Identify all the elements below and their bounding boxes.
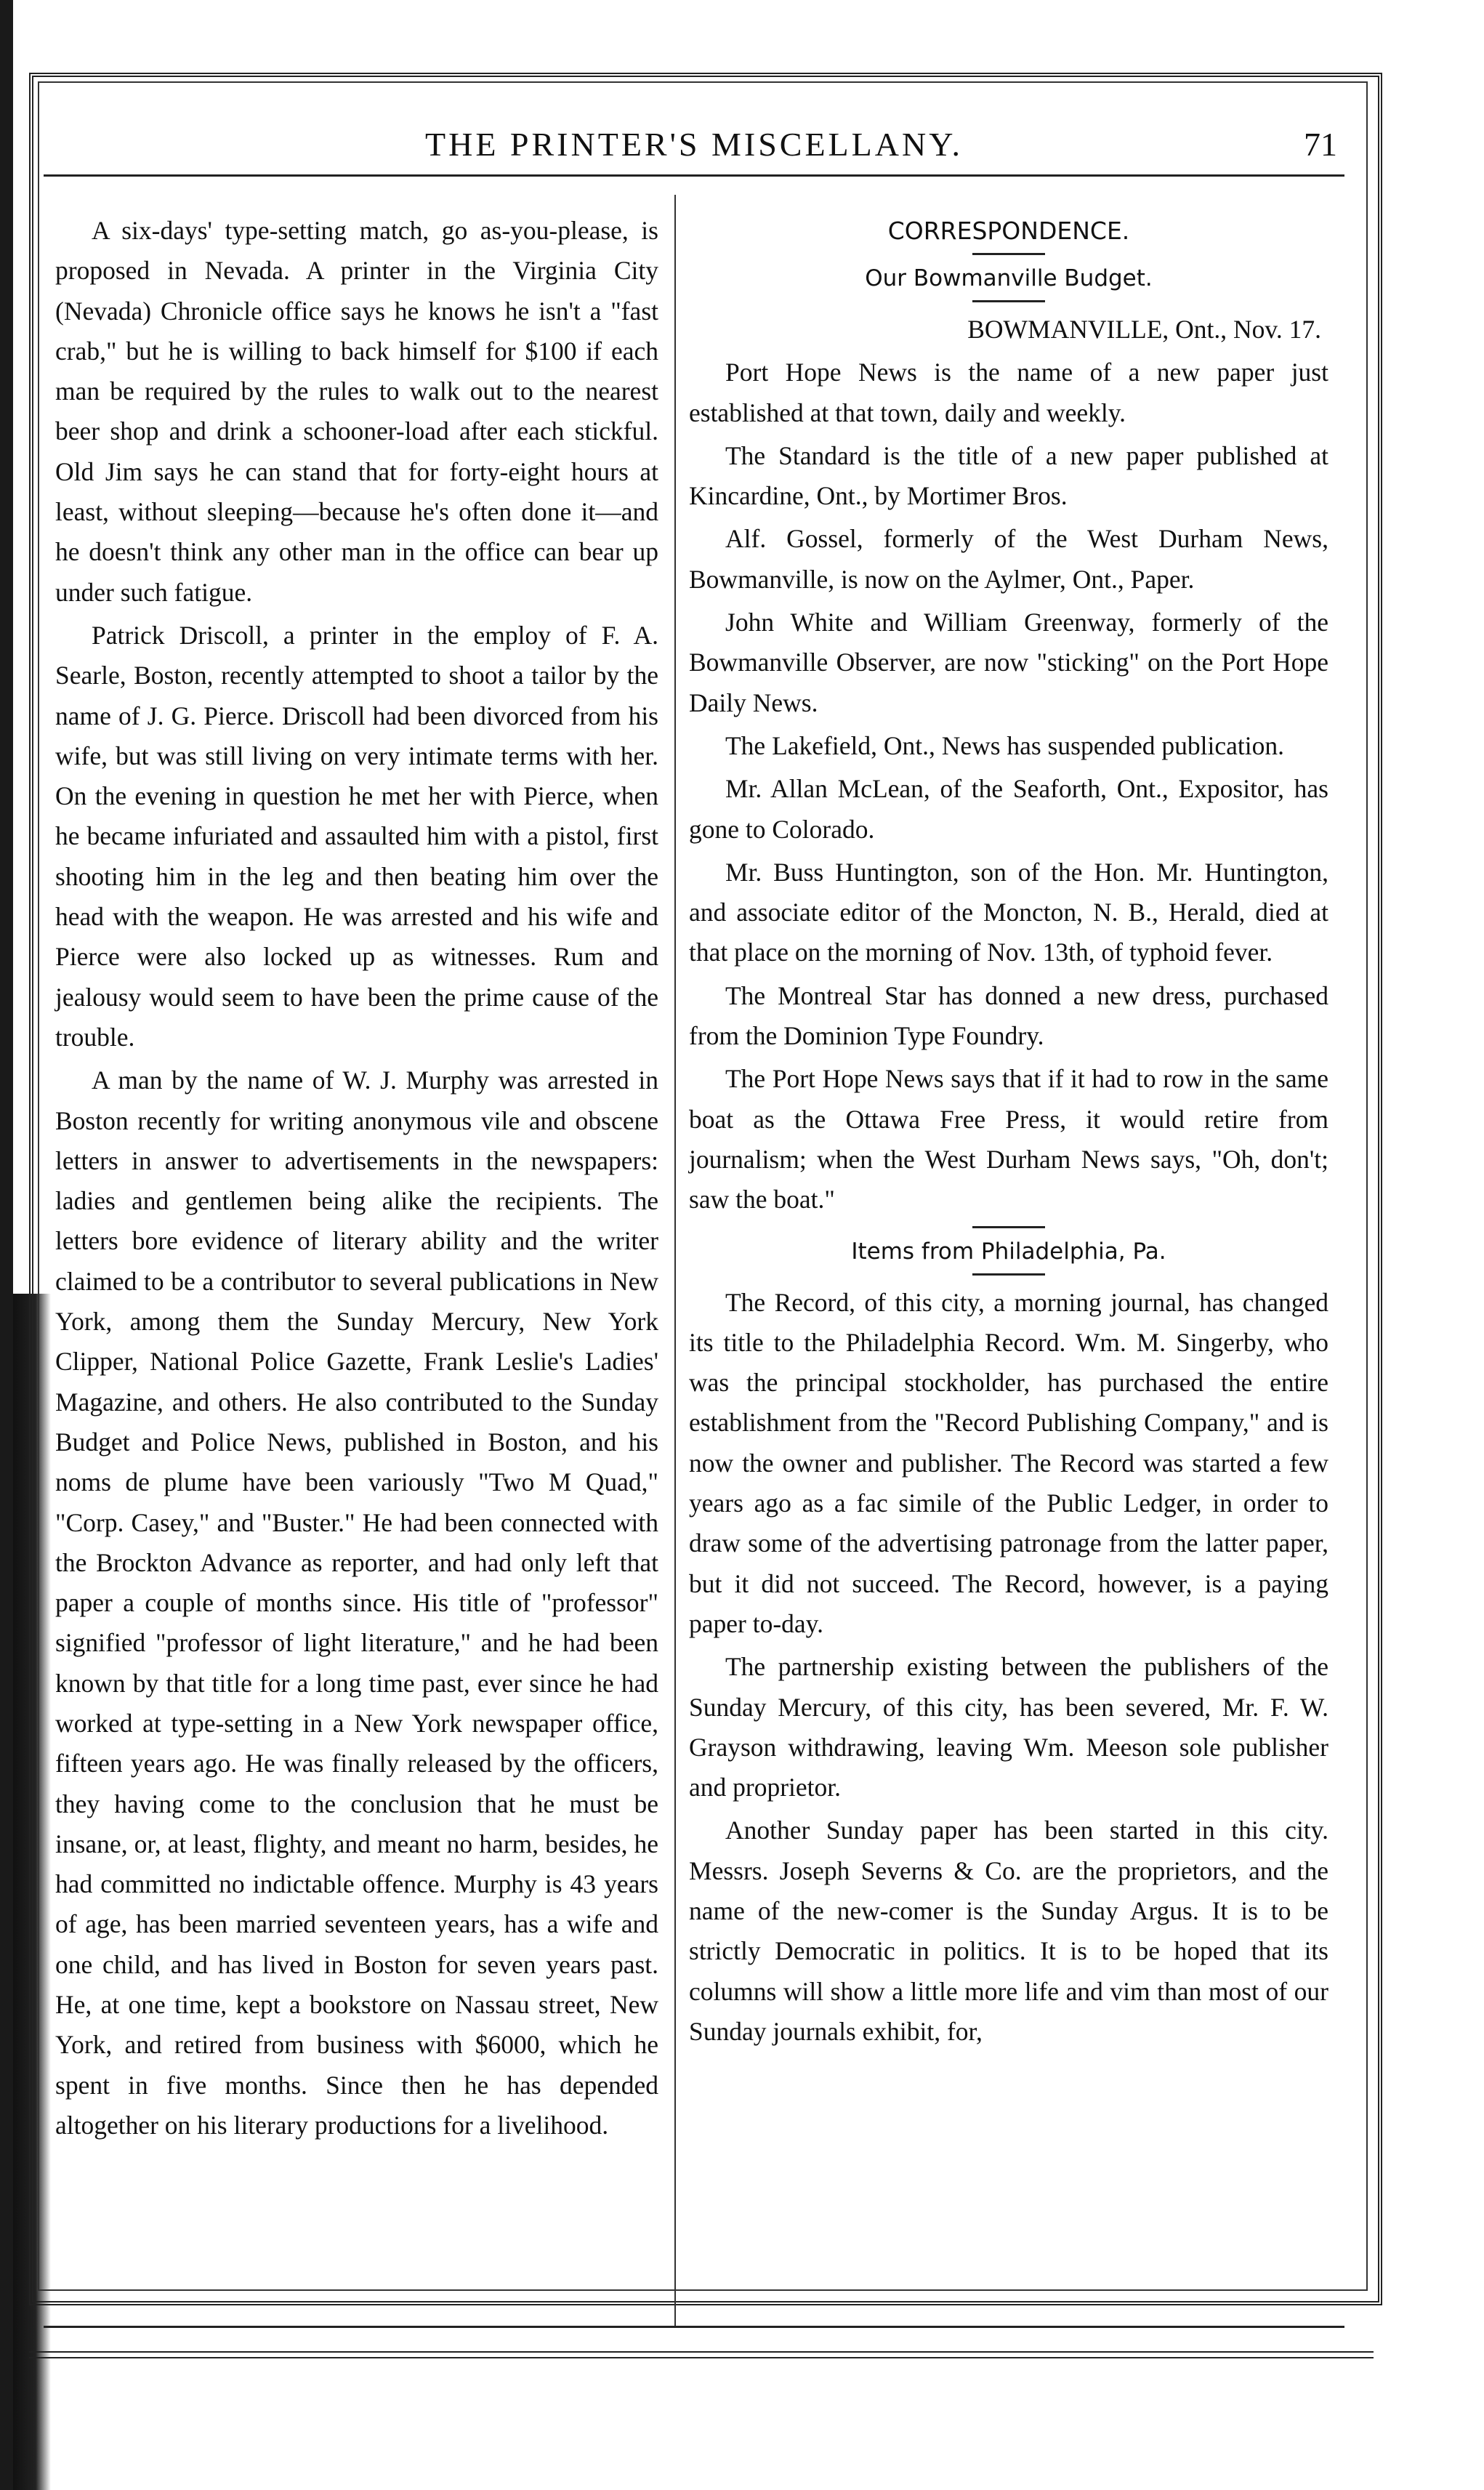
- right-column: [689, 211, 1328, 2055]
- footer-rule: [44, 2326, 1344, 2328]
- article-wj-murphy: A man by the name of W. J. Murphy was arrested in Boston recently for writing anonymous vile and obscene letters in answer to advertisements in the newspapers: ladies and gentlemen being alike the recipients. The letters bore evidence of literary ability and the writer claimed to be a contributor to several publications in New York, among them the Sunday Mercury, New York Clipper, National Police Gazette, Frank Leslie's Ladies' Magazine, and others. He also contributed to the Sunday Budget and Police News, published in Boston, and his noms de plume have been variously "Two M Quad," "Corp. Casey," and "Buster." He had been connected with the Brockton Advance as reporter, and had only left that paper a couple of months since. His title of "professor" signified "professor of light literature," and he had been known by that title for a long time past, ever since he had worked at type-setting in a New York newspaper office, fifteen years ago. He was finally released by the officers, they having come to the conclusion that he must be insane, or, at least, flighty, and meant no harm, besides, he had committed no indictable offence. Murphy is 43 years of age, has been married seventeen years, has a wife and one child, and has lived in Boston for seven years past. He, at one time, kept a bookstore on Nassau street, New York, and retired from business with $6000, which he spent in five months. Since then he has depended altogether on his literary productions for a livelihood.: [55, 1065, 658, 2140]
- item-port-hope-boat: The Port Hope News says that if it had to row in the same boat as the Ottawa Free Press, it would retire from journalism; when the West Durham News says, "Oh, don't; saw the boat.": [689, 1064, 1328, 1214]
- item-sunday-mercury: The partnership existing between the publishers of the Sunday Mercury, of this city, has been severed, Mr. F. W. Grayson withdrawing, leaving Wm. Meeson sole publisher and proprietor.: [689, 1652, 1328, 1802]
- subsection-title-philadelphia: Items from Philadelphia, Pa.: [851, 1238, 1166, 1265]
- item-sunday-argus: Another Sunday paper has been started in this city. Messrs. Joseph Severns & Co. are the proprietors, and the name of the new-comer is the Sunday Argus. It is to be strictly Democratic in politics. It is to be hoped that its columns will show a little more life and vim than most of our Sunday journals exhibit, for,: [689, 1816, 1328, 2046]
- article-typesetting-match: A six-days' type-setting match, go as-you-please, is proposed in Nevada. A printer in the Virginia City (Nevada) Chronicle office says he knows he isn't a "fast crab," but he is willing to back himself for $100 if each man be required by the rules to walk out to the nearest beer shop and drink a schooner-load after each stickful. Old Jim says he can stand that for forty-eight hours at least, without sleeping—because he's often done it—and he doesn't think any other man in the office can bear up under such fatigue.: [55, 216, 658, 607]
- page-header: [44, 116, 1344, 177]
- item-john-white: John White and William Greenway, formerly of the Bowmanville Observer, are now "sticking" on the Port Hope Daily News.: [689, 608, 1328, 717]
- article-patrick-driscoll: Patrick Driscoll, a printer in the employ of F. A. Searle, Boston, recently attempted to shoot a tailor by the name of J. G. Pierce. Driscoll had been divorced from his wife, but was still living on very intimate terms with her. On the evening in question he met her with Pierce, when he became infuriated and assaulted him with a pistol, first shooting him in the leg and then beating him over the head with the weapon. He was arrested and his wife and Pierce were also locked up as witnesses. Rum and jealousy would seem to have been the prime cause of the trouble.: [55, 620, 658, 1052]
- subtitle-rule-2: [972, 1273, 1045, 1276]
- item-lakefield-news: The Lakefield, Ont., News has suspended publication.: [725, 730, 1284, 760]
- section-separator-rule: [972, 1226, 1045, 1228]
- item-buss-huntington: Mr. Buss Huntington, son of the Hon. Mr. Huntington, and associate editor of the Moncton, N. B., Herald, died at that place on the morning of Nov. 13th, of typhoid fever.: [689, 857, 1328, 967]
- page-number: 71: [1304, 126, 1337, 163]
- left-column: [55, 211, 658, 2148]
- footer-double-rule: [29, 2351, 1374, 2358]
- subtitle-rule: [972, 300, 1045, 302]
- item-standard: The Standard is the title of a new paper published at Kincardine, Ont., by Mortimer Bros.: [689, 440, 1328, 511]
- dateline: BOWMANVILLE, Ont., Nov. 17.: [967, 315, 1321, 344]
- page-title: THE PRINTER'S MISCELLANY.: [425, 126, 963, 163]
- column-divider: [674, 195, 676, 2326]
- title-rule: [972, 253, 1045, 255]
- item-allan-mclean: Mr. Allan McLean, of the Seaforth, Ont., Expositor, has gone to Colorado.: [689, 774, 1328, 844]
- item-montreal-star: The Montreal Star has donned a new dress, purchased from the Dominion Type Foundry.: [689, 980, 1328, 1051]
- subsection-title-bowmanville: Our Bowmanville Budget.: [865, 265, 1153, 291]
- section-title-correspondence: CORRESPONDENCE.: [887, 217, 1130, 245]
- book-spine-shadow: [0, 0, 13, 2490]
- item-port-hope-news: Port Hope News is the name of a new paper just established at that town, daily and weekly.: [689, 358, 1328, 427]
- item-record: The Record, of this city, a morning journal, has changed its title to the Philadelphia Record. Wm. M. Singerby, who was the principal stockholder, has purchased the entire establishment from the "Record Publishing Company," and is now the owner and publisher. The Record was started a few years ago as a fac simile of the Public Ledger, in order to draw some of the advertising patronage from the latter paper, but it did not succeed. The Record, however, is a paying paper to-day.: [689, 1287, 1328, 1638]
- item-alf-gossel: Alf. Gossel, formerly of the West Durham News, Bowmanville, is now on the Aylmer, Ont., Paper.: [689, 524, 1328, 594]
